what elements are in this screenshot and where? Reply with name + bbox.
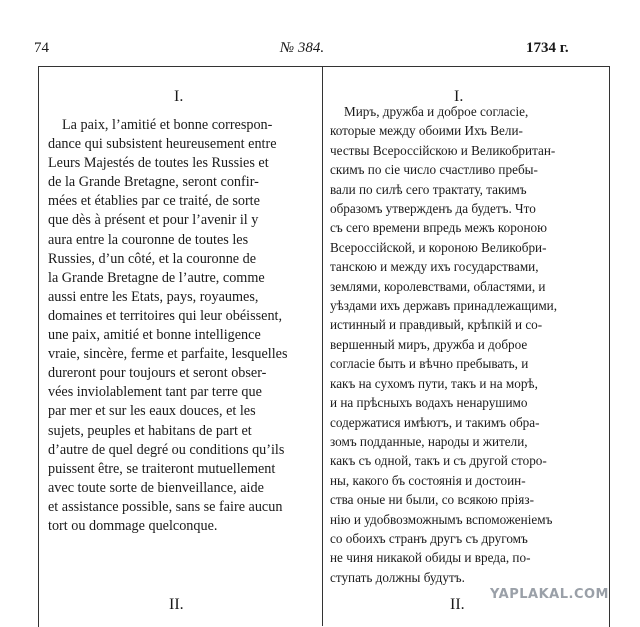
text-line: образомъ утвержденъ да будетъ. Что bbox=[330, 201, 536, 217]
text-line: и на прѣсныхъ водахъ ненарушимо bbox=[330, 395, 528, 411]
text-line: со обоихъ странъ другъ съ другомъ bbox=[330, 530, 528, 546]
text-line: de la Grande Bretagne, seront confir- bbox=[48, 174, 259, 191]
text-line: domaines et territoires qui leur obéissent, bbox=[48, 307, 283, 324]
column-divider bbox=[322, 66, 323, 626]
text-line: que dès à présent et pour l’avenir il y bbox=[48, 212, 259, 229]
text-line: скимъ по сіе число счастливо пребы- bbox=[330, 162, 538, 178]
text-line: tort ou dommage quelconque. bbox=[48, 517, 218, 534]
text-line: La paix, l’amitié et bonne correspon- bbox=[62, 117, 273, 133]
text-line: vées inviolablement tant par terre que bbox=[48, 384, 262, 401]
text-line: какъ на сухомъ пути, такъ и на морѣ, bbox=[330, 375, 538, 391]
page-number: 74 bbox=[34, 40, 49, 56]
right-next-section-title: II. bbox=[450, 596, 465, 613]
text-line: la Grande Bretagne de l’autre, comme bbox=[48, 269, 265, 286]
text-line: ны, какого бъ состоянія и достоин- bbox=[330, 472, 526, 488]
left-section-title: I. bbox=[174, 88, 184, 105]
text-line: зомъ подданные, народы и жители, bbox=[330, 433, 528, 449]
text-line: aura entre la couronne de toutes les bbox=[48, 231, 249, 248]
text-line: вершенный миръ, дружба и доброе bbox=[330, 336, 528, 352]
french-text-column bbox=[48, 116, 316, 536]
text-line: чествы Всероссійскою и Великобритан- bbox=[330, 142, 556, 158]
text-line: истинный и правдивый, крѣпкій и со- bbox=[330, 317, 543, 333]
right-section-title: I. bbox=[454, 88, 464, 105]
text-line: vraie, sincère, ferme et parfaite, lesquelles bbox=[48, 346, 288, 363]
text-line: уѣздами ихъ державъ принадлежащими, bbox=[330, 298, 558, 314]
text-line: Russies, d’un côté, et la couronne de bbox=[48, 250, 257, 267]
document-year: 1734 г. bbox=[526, 40, 569, 56]
text-line: et assistance possible, sans se faire aucun bbox=[48, 498, 283, 515]
text-line: нію и удобвозможнымъ вспоможеніемъ bbox=[330, 511, 553, 527]
text-line: землями, королевствами, областями, и bbox=[330, 278, 546, 294]
text-line: Миръ, дружба и доброе согласіе, bbox=[344, 104, 529, 119]
text-line: содержатися имѣютъ, и такимъ обра- bbox=[330, 414, 540, 430]
text-line: avec toute sorte de bienveillance, aide bbox=[48, 479, 264, 496]
left-next-section-title: II. bbox=[169, 596, 184, 613]
text-line: d’autre de quel degré ou conditions qu’ils bbox=[48, 441, 285, 458]
text-line: которые между обоими Ихъ Вели- bbox=[330, 123, 523, 139]
watermark: YAPLAKAL.COM bbox=[490, 587, 609, 602]
document-number: № 384. bbox=[280, 40, 325, 56]
russian-text-column bbox=[330, 102, 606, 587]
text-line: съ сего времени впредь межъ короною bbox=[330, 220, 547, 236]
text-line: Всероссійской, и короною Великобри- bbox=[330, 239, 547, 255]
text-line: не чиня никакой обиды и вреда, по- bbox=[330, 550, 531, 566]
text-line: какъ съ одной, такъ и съ другой сторо- bbox=[330, 453, 547, 469]
text-line: une paix, amitié et bonne intelligence bbox=[48, 327, 261, 344]
text-line: sujets, peuples et habitans de part et bbox=[48, 422, 252, 439]
text-line: aussi entre les Etats, pays, royaumes, bbox=[48, 288, 259, 305]
text-line: dance qui subsistent heureusement entre bbox=[48, 136, 277, 153]
text-line: mées et établies par ce traité, de sorte bbox=[48, 193, 260, 210]
text-line: dureront pour toujours et seront obser- bbox=[48, 365, 267, 382]
text-line: puissent être, se traiteront mutuellement bbox=[48, 460, 276, 477]
text-line: танскою и между ихъ государствами, bbox=[330, 259, 539, 275]
text-line: вали по силѣ сего трактату, такимъ bbox=[330, 181, 527, 197]
text-line: Leurs Majestés de toutes les Russies et bbox=[48, 155, 269, 172]
text-line: согласіе быть и вѣчно пребывать, и bbox=[330, 356, 529, 372]
text-line: ства оные ни были, со всякою пріяз- bbox=[330, 492, 534, 508]
text-line: ступать должны будутъ. bbox=[330, 569, 465, 585]
text-line: par mer et sur les eaux douces, et les bbox=[48, 403, 256, 420]
